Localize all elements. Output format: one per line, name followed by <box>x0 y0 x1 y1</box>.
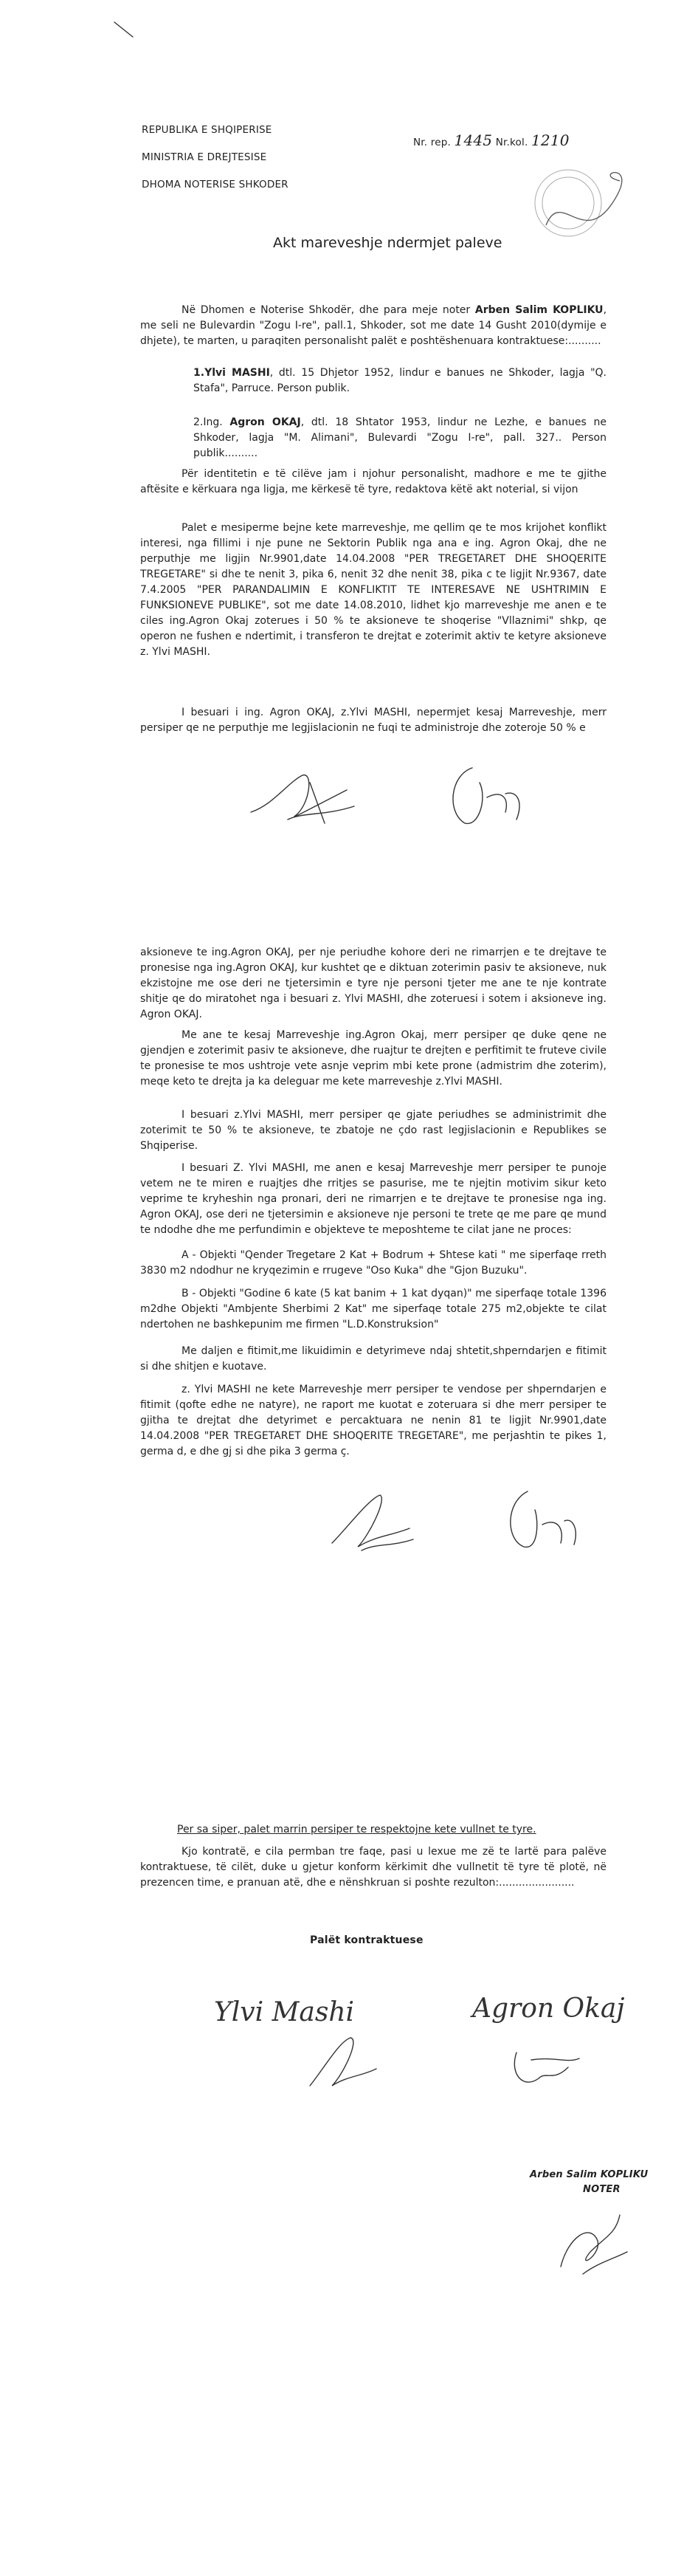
notary-signature <box>546 2200 635 2289</box>
corner-mark <box>111 18 140 48</box>
obligations-paragraph: I besuari Z. Ylvi MASHI, me anen e kesaj Marreveshje merr persiper te punoje vetem ne te miren e ruajtjes dhe rritjes se pasurise, me te njejtin motivim sikur keto veprime te kryheshin nga pronari, deri ne rimarrjen e te drejtave te pronesise nga ing. Agron OKAJ, ose deri ne tjetersimin e aksioneve nje personi te trete qe me pare qe mund te ndodhe dhe me perfundimin e objekteve te meposhteme te cilat jane ne proces: <box>140 1162 607 1236</box>
notary-title: NOTER <box>583 2184 621 2195</box>
passive-ownership-paragraph: Me ane te kesaj Marreveshje ing.Agron Okaj, merr persiper qe duke qene ne gjendjen e zoterimit pasiv te aksioneve, dhe ruajtur te drejten e perfitimit te fruteve civile te pronesise te mos ushtroje vete asnje veprim mbi kete prone (admistrim dhe zoterim), meqe keto te drejta ja ka deleguar me kete marreveshje z.Ylvi MASHI. <box>140 1029 607 1088</box>
signature-text-okaj: Agron Okaj <box>472 1993 625 2024</box>
notary-stamp <box>516 159 627 255</box>
header-ministry: MINISTRIA E DREJTESISE <box>142 151 267 163</box>
identity-paragraph: Për identitetin e të cilëve jam i njohur personalisht, madhore e me te gjithe aftësite e kërkuara nga ligja, me kërkesë të tyre, redaktova këtë akt noterial, si vijon <box>140 468 607 495</box>
document-page-1 <box>0 0 698 856</box>
signature-okaj-p2 <box>494 1477 598 1565</box>
header-country: REPUBLIKA E SHQIPERISE <box>142 124 272 136</box>
object-a: A - Objekti "Qender Tregetare 2 Kat + Bodrum + Shtese kati " me siperfaqe rreth 3830 m2 ndodhur ne kryqezimin e rrugeve "Oso Kuka" dhe "Gjon Buzuku". <box>140 1249 607 1277</box>
signature-okaj <box>435 753 553 842</box>
closing-statement: Per sa siper, palet marrin persiper te respektojne kete vullnet te tyre. <box>177 1824 536 1835</box>
signature-mashi <box>243 760 384 834</box>
rep-number: Nr. rep. 1445 Nr.kol. 1210 <box>413 131 570 149</box>
signature-mark-mashi <box>295 2023 384 2104</box>
party-1: 1.Ylvi MASHI, dtl. 15 Dhjetor 1952, lindur e banues ne Shkoder, lagja "Q. Stafa", Parruce. Person publik. <box>193 367 607 394</box>
signature-mark-okaj <box>502 2038 590 2097</box>
parties-label: Palët kontraktuese <box>310 1934 424 1946</box>
agreement-paragraph: Palet e mesiperme bejne kete marreveshje, me qellim qe te mos krijohet konflikt interesi, nga fillimi i nje pune ne Sektorin Publik nga ana e ing. Agron Okaj, dhe ne perputhje me ligjin Nr.9901,date 14.04.2008 "PER TREGETARET DHE SHOQERITE TREGETARE" si dhe te nenit 3, pika 6, nenit 32 dhe nenit 38, pika c te ligjit Nr.9367, date 7.4.2005 "PER PARANDALIMIN E KONFLIKTIT TE INTERESAVE NE USHTRIMIN E FUNKSIONEVE PUBLIKE", sot me date 14.08.2010, lidhet kjo marreveshje me anen e te ciles ing.Agron Okaj zoterues i 50 % te aksioneve te shoqerise "Vllaznimi" shkp, qe operon ne fushen e ndertimit, i transferon te drejtat e zoterimit aktiv te ketyre aksioneve z. Ylvi MASHI. <box>140 522 607 658</box>
document-page-2 <box>0 856 698 1713</box>
trustee-paragraph: I besuari i ing. Agron OKAJ, z.Ylvi MASHI, nepermjet kesaj Marreveshje, merr persiper qe ne perputhje me legjislacionin ne fuqi te administroje dhe zoteroje 50 % e <box>140 707 607 734</box>
signature-text-mashi: Ylvi Mashi <box>214 1997 355 2027</box>
document-page-3 <box>0 1713 698 2576</box>
object-b: B - Objekti "Godine 6 kate (5 kat banim + 1 kat dyqan)" me siperfaqe totale 1396 m2dhe Objekti "Ambjente Sherbimi 2 Kat" me siperfaqe totale 275 m2,objekte te cilat ndertohen ne bashkepunim me firmen "L.D.Konstruksion" <box>140 1288 607 1330</box>
legislation-paragraph: I besuari z.Ylvi MASHI, merr persiper qe gjate periudhes se administrimit dhe zoterimit te 50 % te aksioneve, te zbatoje ne çdo rast legjislacionin e Republikes se Shqiperise. <box>140 1109 607 1152</box>
notary-name: Arben Salim KOPLIKU <box>530 2169 649 2180</box>
reading-paragraph: Kjo kontratë, e cila permban tre faqe, pasi u lexue me zë te lartë para palëve kontraktuese, të cilët, duke u gjetur konform kërkimit dhe vullnetit të tyre të plotë, në prezencen time, e pranuan atë, dhe e nënshkruan si poshte rezulton:....................... <box>140 1846 607 1889</box>
document-title: Akt mareveshje ndermjet paleve <box>273 235 502 251</box>
profit-paragraph: Me daljen e fitimit,me likuidimin e detyrimeve ndaj shtetit,shperndarjen e fitimit si dhe shitjen e kuotave. <box>140 1345 607 1373</box>
header-chamber: DHOMA NOTERISE SHKODER <box>142 179 288 190</box>
signature-mashi-p2 <box>317 1484 428 1565</box>
intro-paragraph: Në Dhomen e Noterise Shkodër, dhe para meje noter Arben Salim KOPLIKU, me seli ne Bulevardin "Zogu I-re", pall.1, Shkoder, sot me date 14 Gusht 2010(dymije e dhjete), te marten, u paraqiten personalisht palët e poshtëshenuara kontraktuese:.......... <box>140 304 607 347</box>
distribution-paragraph: z. Ylvi MASHI ne kete Marreveshje merr persiper te vendose per shperndarjen e fitimit (qofte edhe ne natyre), ne raport me kuotat e zoteruara si dhe merr persiper te gjitha te drejtat dhe detyrimet e percaktuara ne nenin 81 te ligjit Nr.9901,date 14.04.2008 "PER TREGETARET DHE SHOQERITE TREGETARE", me perjashtin te pikes 1, germa d, e dhe gj si dhe pika 3 germa ç. <box>140 1384 607 1457</box>
party-2: 2.Ing. Agron OKAJ, dtl. 18 Shtator 1953, lindur ne Lezhe, e banues ne Shkoder, lagja "M. Alimani", Bulevardi "Zogu I-re", pall. 327.. Person publik.......... <box>193 416 607 459</box>
continuation-paragraph: aksioneve te ing.Agron OKAJ, per nje periudhe kohore deri ne rimarrjen e te drejtave te pronesise nga ing.Agron OKAJ, kur kushtet qe e diktuan zoterimin pasiv te aksioneve, nuk ekzistojne me ose deri ne tjetersimin e tyre nje personi tjeter me ane te nje kontrate shitje qe do miratohet nga i besuari z. Ylvi MASHI, dhe zoteruesi i sotem i aksioneve ing. Agron OKAJ. <box>140 947 607 1020</box>
